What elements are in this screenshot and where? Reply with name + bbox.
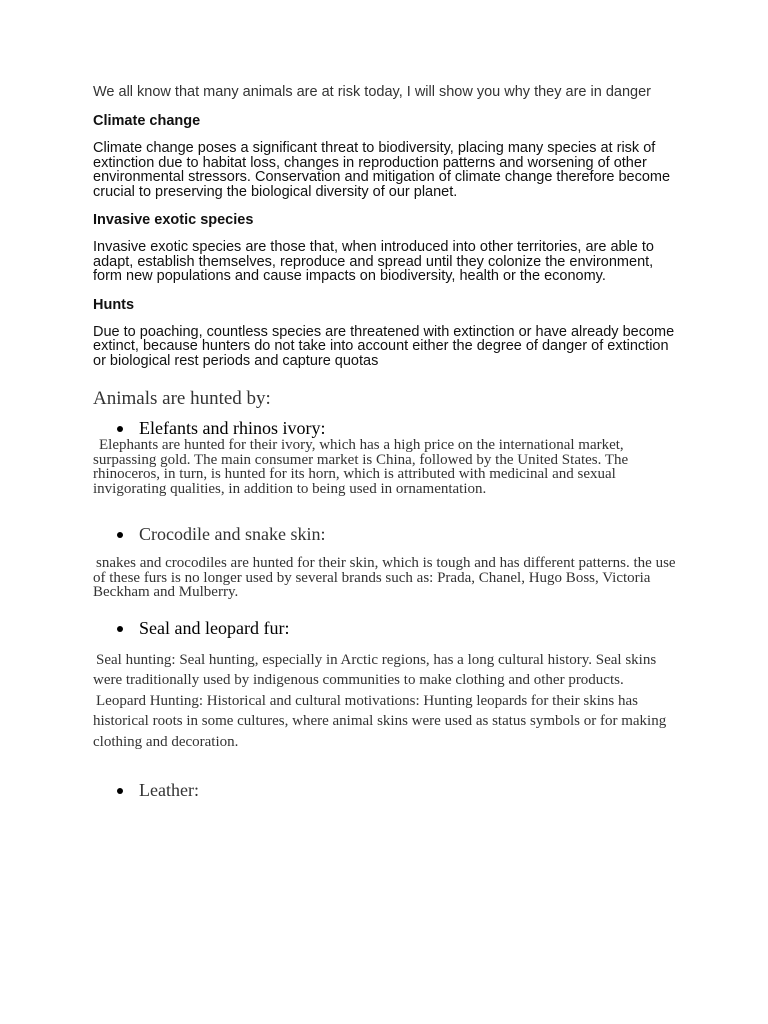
bullet-label-crocodile-snake: Crocodile and snake skin: [139, 523, 326, 544]
bullet-crocodile-snake [93, 524, 683, 544]
bullet-text-seal: Seal hunting: Seal hunting, especially in Arctic regions, has a long cultural history. Seal skins were traditionally used by indigenous communities to make clothing and other products. [93, 651, 657, 689]
bullet-text-crocodile-snake: snakes and crocodiles are hunted for their skin, which is tough and has different patterns. the use of these furs is no longer used by several brands such as: Prada, Chanel, Hugo Boss, Victoria Beckham and Mulberry. [93, 554, 676, 601]
bullet-dot-icon [117, 532, 123, 538]
section-heading-invasive-species: Invasive exotic species [93, 212, 254, 228]
section-heading-hunts: Hunts [93, 296, 135, 313]
section-heading-climate-change: Climate change [93, 113, 201, 129]
bullet-text-leopard: Leopard Hunting: Historical and cultural motivations: Hunting leopards for their skins has historical roots in some cultures, where animal skins were used as status symbols or for making clothing and decoration. [93, 692, 667, 750]
document-page [93, 85, 683, 800]
hunted-title: Animals are hunted by: [93, 388, 271, 409]
section-body-climate-change: Climate change poses a significant threat to biodiversity, placing many species at risk of extinction due to habitat loss, changes in reproduction patterns and worsening of other environmental stressors. Conservation and mitigation of climate change therefore become crucial to preserving the biological diversity of our planet. [93, 140, 671, 200]
bullet-text-ivory: Elephants are hunted for their ivory, which has a high price on the international market, surpassing gold. The main consumer market is China, followed by the United States. The rhinoceros, in turn, is hunted for its horn, which is attributed with medicinal and sexual invigorating qualities, in addition to being used in ornamentation. [93, 437, 629, 498]
bullet-ivory [93, 418, 683, 438]
bullet-dot-icon [117, 626, 123, 632]
section-body-invasive-species: Invasive exotic species are those that, when introduced into other territories, are able to adapt, establish themselves, reproduce and spread until they colonize the environment, form new populations and cause impacts on biodiversity, health or the economy. [93, 239, 654, 284]
section-body-hunts: Due to poaching, countless species are threatened with extinction or have already become extinct, because hunters do not take into account either the degree of danger of extinction or biological rest periods and capture quotas [93, 323, 675, 369]
bullet-seal-leopard [93, 618, 683, 638]
intro-paragraph: We all know that many animals are at risk today, I will show you why they are in danger [93, 84, 651, 100]
bullet-label-leather: Leather: [139, 780, 199, 801]
bullet-dot-icon [117, 788, 123, 794]
bullet-dot-icon [117, 426, 123, 432]
bullet-leather [93, 780, 683, 800]
bullet-label-seal-leopard: Seal and leopard fur: [139, 617, 290, 638]
bullet-label-ivory: Elefants and rhinos ivory: [139, 418, 326, 438]
